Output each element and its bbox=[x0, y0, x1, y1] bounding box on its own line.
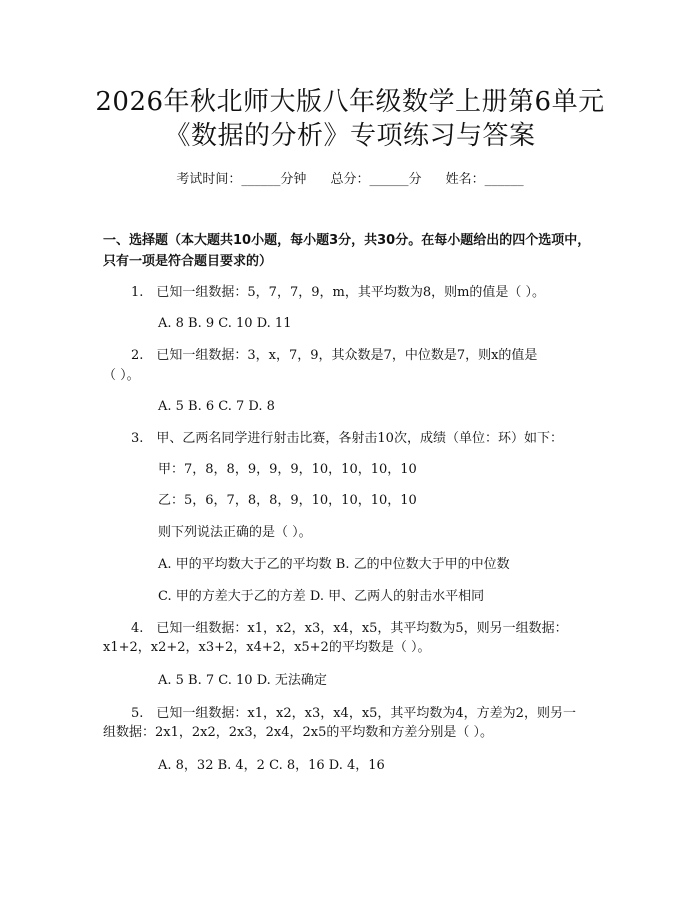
question-3-yi-scores: 乙：5，6，7，8，8，9，10，10，10，10 bbox=[158, 493, 417, 508]
exam-info-row bbox=[0, 168, 700, 187]
total-score-field: 总分：______分 bbox=[330, 172, 422, 187]
student-name-field: 姓名：______ bbox=[445, 172, 524, 187]
section-heading: 一、选择题（本大题共10小题，每小题3分，共30分。在每小题给出的四个选项中，只有一项是符合题目要求的） bbox=[103, 233, 591, 269]
question-3-options-line2: C. 甲的方差大于乙的方差 D. 甲、乙两人的射击水平相同 bbox=[158, 589, 485, 604]
question-1-stem: 1. 已知一组数据：5，7，7，9，m，其平均数为8，则m的值是（ ）。 bbox=[131, 285, 546, 300]
question-5-options: A. 8，32 B. 4，2 C. 8，16 D. 4，16 bbox=[158, 758, 385, 773]
exam-time-field: 考试时间：______分钟 bbox=[176, 172, 307, 187]
question-1-options: A. 8 B. 9 C. 10 D. 11 bbox=[158, 316, 292, 331]
document-title-line2: 《数据的分析》专项练习与答案 bbox=[164, 121, 536, 151]
question-5-stem-line2: 组数据：2x1，2x2，2x3，2x4，2x5的平均数和方差分别是（ ）。 bbox=[103, 725, 494, 740]
question-4-options: A. 5 B. 7 C. 10 D. 无法确定 bbox=[158, 673, 327, 688]
question-2-stem-line2: （ ）。 bbox=[103, 368, 140, 383]
question-2-options: A. 5 B. 6 C. 7 D. 8 bbox=[158, 399, 275, 414]
question-3-ask: 则下列说法正确的是（ ）。 bbox=[158, 525, 312, 540]
question-3-stem: 3. 甲、乙两名同学进行射击比赛，各射击10次，成绩（单位：环）如下： bbox=[131, 431, 563, 446]
question-5-stem-line1: 5. 已知一组数据：x1，x2，x3，x4，x5，其平均数为4，方差为2，则另一 bbox=[131, 706, 576, 721]
question-3-jia-scores: 甲：7，8，8，9，9，9，10，10，10，10 bbox=[158, 462, 417, 477]
document-title-line1: 2026年秋北师大版八年级数学上册第6单元 bbox=[95, 87, 605, 117]
question-3-options-line1: A. 甲的平均数大于乙的平均数 B. 乙的中位数大于甲的中位数 bbox=[158, 557, 510, 572]
question-4-stem-line2: x1+2，x2+2，x3+2，x4+2，x5+2的平均数是（ ）。 bbox=[103, 640, 431, 655]
question-4-stem-line1: 4. 已知一组数据：x1，x2，x3，x4，x5，其平均数为5，则另一组数据： bbox=[131, 621, 568, 636]
question-2-stem-line1: 2. 已知一组数据：3，x，7，9，其众数是7，中位数是7，则x的值是 bbox=[131, 348, 538, 363]
